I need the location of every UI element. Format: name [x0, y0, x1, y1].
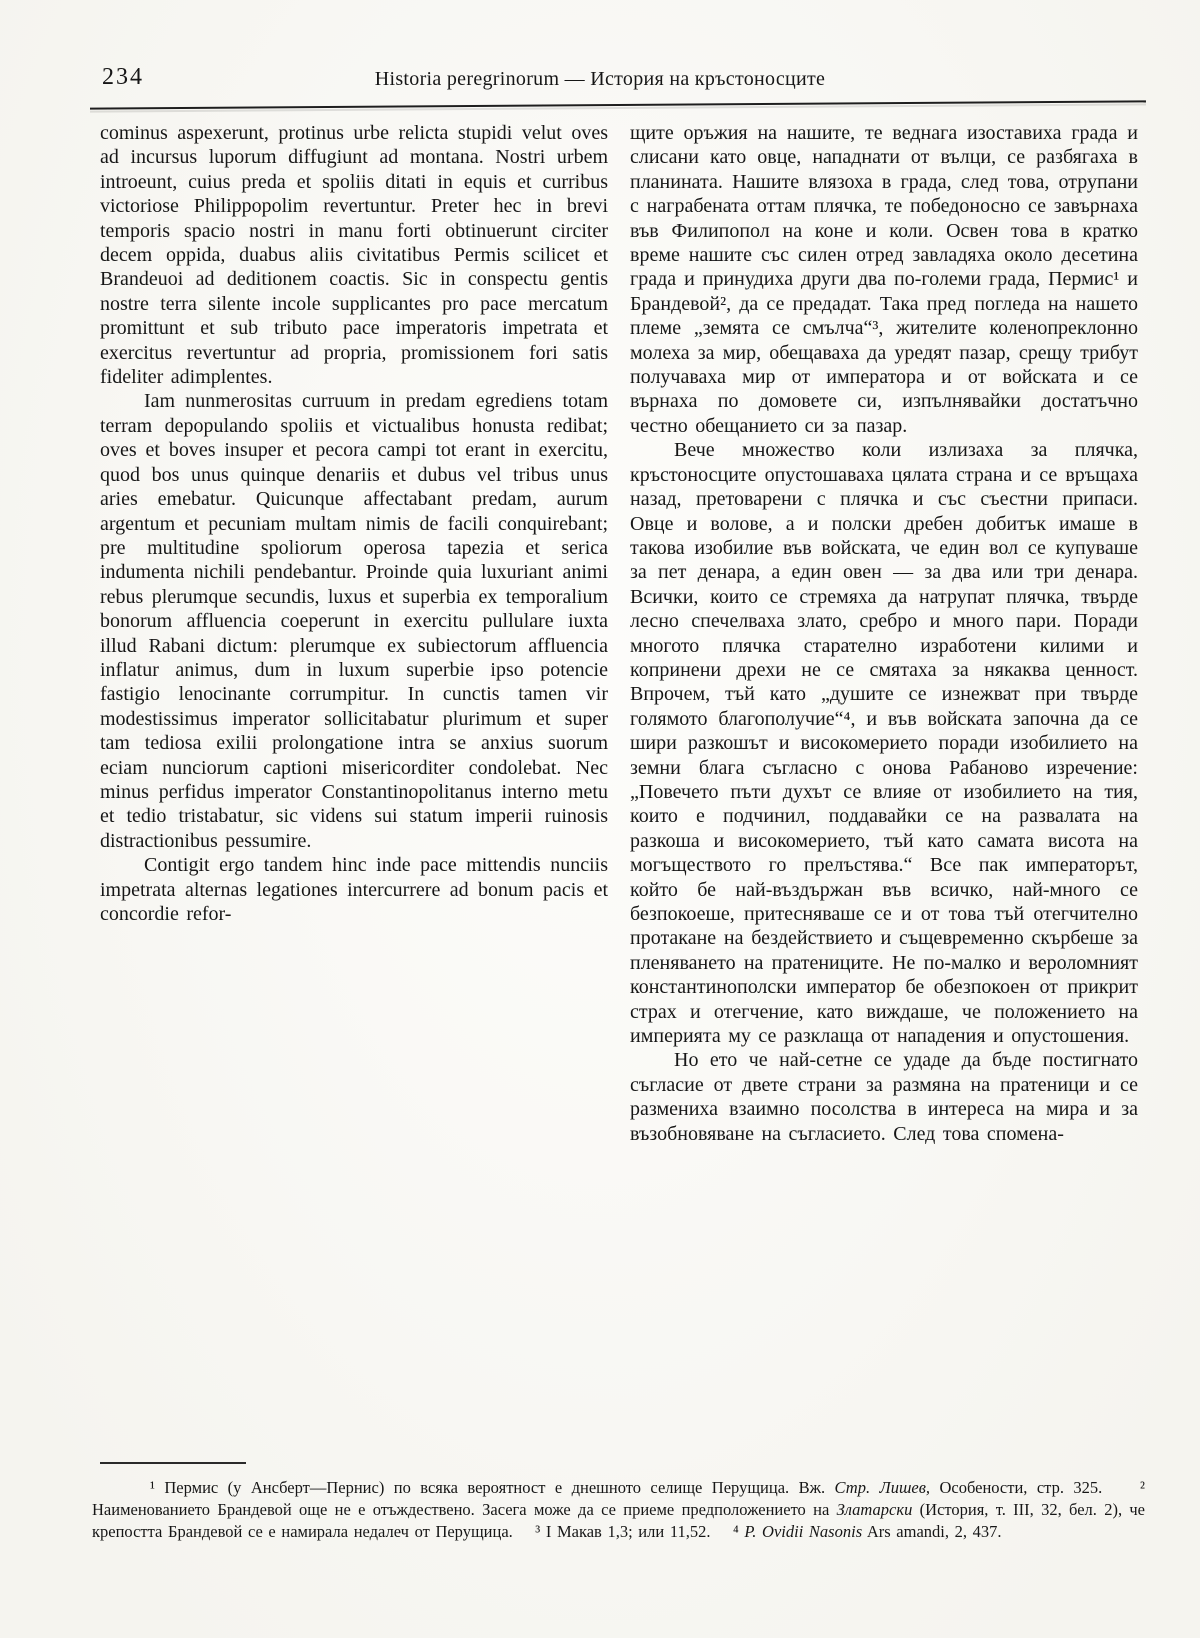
- page-number: 234: [102, 64, 144, 90]
- footnote-2-text: ² Наименованието Брандевой още не е отъждествено. Засега може да се приеме предположението на: [92, 1478, 1145, 1519]
- latin-column: [100, 121, 608, 1146]
- footnote-rule: [100, 1462, 246, 1464]
- header-rule: [90, 100, 1146, 109]
- running-title: Historia peregrinorum — История на кръстоносците: [374, 68, 826, 90]
- footnote-4-ref: Ars amandi, 2, 437.: [862, 1521, 1002, 1541]
- footnote-1-text: ¹ Пермис (у Ансберт—Пернис) по всяка вероятност е днешното селище Перущица. Вж.: [150, 1478, 835, 1497]
- bulgarian-column: [630, 121, 1138, 1146]
- latin-paragraph-2: Iam nunmerositas curruum in predam egrediens totam terram depopulando spoliis et victualibus honusta redibat; oves et boves insuper et pecora campi tot erant in exercitu, quod bos unus quinque denariis et dubus vel tribus unus aries emebatur. Quicunque affectabant predam, aurum argentum et pecuniam multam nimis de facili conquirebant; pre multitudine spoliorum operosa tapezia et serica indumenta nichili pendebantur. Proinde quia luxuriant animi rebus plerumque secundis, luxus et superbia ex temporalium bonorum affluencia coeperunt in exercitu pullulare iuxta illud Rabani dictum: plerumque ex subiectorum affluencia inflatur animus, dum in luxum superbie ipso potencie fastigio lenocinante corrumpitur. In cunctis tamen vir modestissimus imperator sollicitabatur plurimum et super tam tediosa exilii prolongatione intra se anxius suorum eciam nunciorum captioni misericorditer condolebat. Nec minus perfidus imperator Constantinopolitanus interno metu et tedio tristabatur, sic videns sui statum imperii ruinosis distractionibus pessumire.: [100, 390, 608, 852]
- footnotes: [92, 1477, 1145, 1542]
- bulgarian-paragraph-2: Вече множество коли излизаха за плячка, кръстоносците опустошаваха цялата страна и се връщаха назад, претоварени с плячка и със съестни припаси. Овце и волове, а и полски дребен добитък имаше в такова изобилие във войската, че един вол се купуваше за пет денара, а един овен — за два или три денара. Всички, които се стремяха да натрупат плячка, твърде лесно спечелваха злато, сребро и много пари. Поради многото плячка старателно изработени килими и копринени дрехи не се смятаха за някаква ценност. Впрочем, тъй като „душите се изнежват при твърде голямото благополучие“⁴, и във войската започна да се шири разкошът и високомерието поради изобилието на земни блага съгласно с онова Рабаново изречение: „Повечето пъти духът се влияе от изобилието на тия, които е подчинил, поддавайки се на развалата на разкоша и високомерието, тъй като самата висота на могъществото го прелъстява.“ Все пак императорът, който бе най-въздържан във всичко, най-много се безпокоеше, притесняваше се и от това тъй отегчително протакане на бездействието и същевременно скърбеше за пленяването на пратениците. Не по-малко и вероломният константинополски император бе обезпокоен от прикрит страх и отегчение, като виждаше, че положението на империята му се разклаща от нападения и опустошения.: [630, 439, 1138, 1048]
- footnote-1-author: Стр. Лишев,: [834, 1478, 931, 1497]
- footnote-3-text: ³ I Макав 1,3; или 11,52.: [535, 1521, 733, 1541]
- footnote-2-author: Златарски: [836, 1499, 913, 1519]
- footnote-1-ref: Особености, стр. 325.: [930, 1478, 1141, 1497]
- bulgarian-paragraph-3: Но ето че най-сетне се удаде да бъде постигнато съгласие от двете страни за размяна на пратеници и се размениха взаимно посолства в интереса на мира и за възобновяване на съгласието. След това спомена-: [630, 1049, 1138, 1145]
- latin-paragraph-3: Contigit ergo tandem hinc inde pace mittendis nunciis impetrata alternas legationes intercurrere ad bonum pacis et concordie refor-: [100, 854, 608, 925]
- footnote-2-ref: (История, т. III, 32, бел. 2), че крепостта Брандевой се е намирала недалеч от Перущица.: [92, 1499, 1146, 1541]
- text-columns: [100, 121, 1138, 1146]
- footnote-4-author: P. Ovidii Nasonis: [744, 1521, 863, 1541]
- footnote-4-marker: ⁴: [732, 1521, 745, 1541]
- latin-paragraph-1: cominus aspexerunt, protinus urbe relicta stupidi velut oves ad incursus luporum diffugiunt ad montana. Nostri urbem introeunt, cuius preda et spoliis ditati in equis et curribus victoriose Philippopolim revertuntur. Preter hec in brevi temporis spacio nostri in manu forti obtinuerunt circiter decem oppida, duabus aliis civitatibus Permis scilicet et Brandeuoi ad deditionem coactis. Sic in conspectu gentis nostre terra silente incole supplicantes pro pace mercatum promittunt et sub tributo pace imperatoris impetrata et exercitus revertuntur ad propria, promissionem fori satis fideliter adimplentes.: [100, 122, 608, 389]
- bulgarian-paragraph-1: щите оръжия на нашите, те веднага изоставиха града и слисани като овце, нападнати от вълци, се разбягаха в планината. Нашите влязоха в града, след това, отрупани с награбената оттам плячка, те победоносно се завърнаха във Филипопол на коне и коли. Освен това в кратко време нашите със силен отред завладяха около десетина града и принудиха други два по-големи града, Пермис¹ и Брандевой², да се предадат. Така пред погледа на нашето племе „земята се смълча“³, жителите коленопреклонно молеха за мир, обещаваха да уредят пазар, срещу трибут получаваха мир от императора и от войската и се върнаха по домовете си, изпълнявайки достатъчно честно обещанието си за пазар.: [630, 122, 1138, 437]
